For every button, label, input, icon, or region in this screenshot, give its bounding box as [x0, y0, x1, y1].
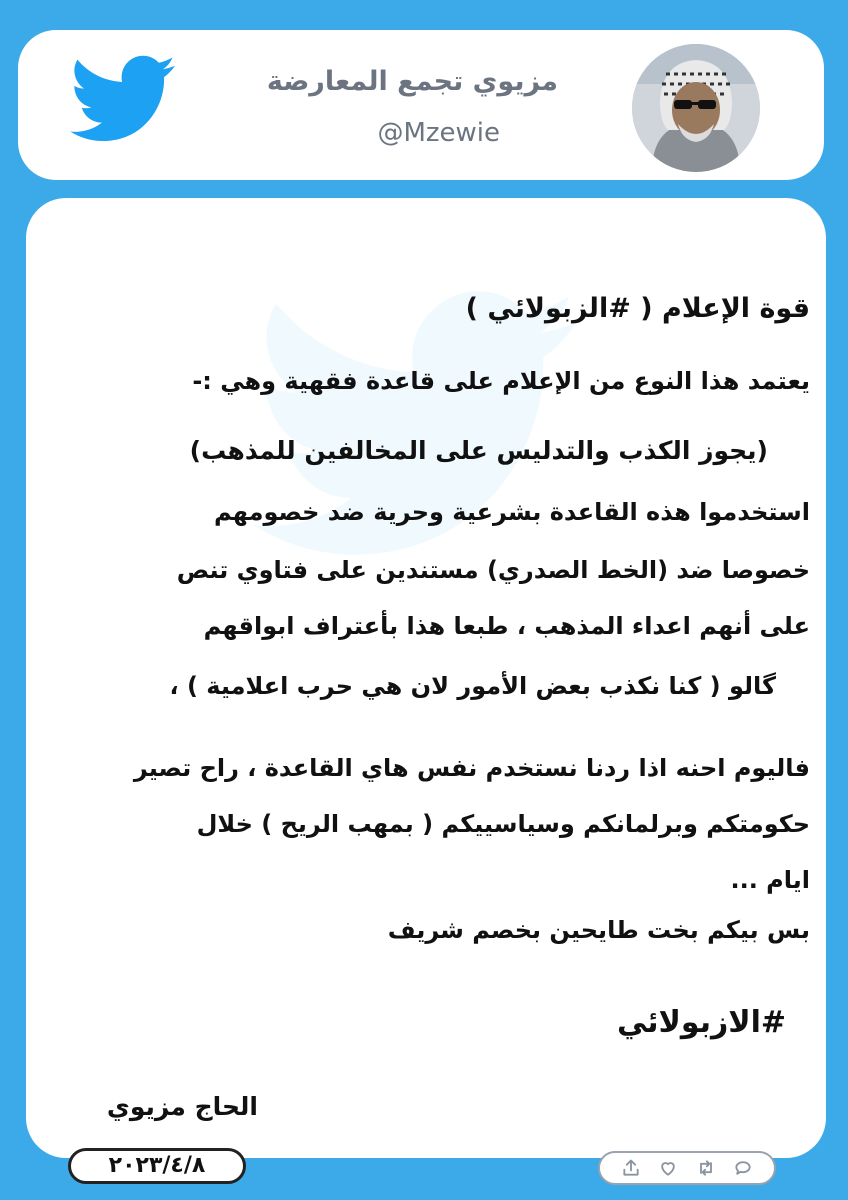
twitter-bird-icon — [70, 55, 175, 143]
avatar[interactable] — [632, 44, 760, 172]
tweet-actions — [598, 1151, 776, 1185]
tweet-date: ٢٠٢٣/٤/٨ — [68, 1148, 246, 1184]
tweet-line: بس بيكم بخت طايحين بخصم شريف — [387, 916, 810, 944]
tweet-line: على أنهم اعداء المذهب ، طبعا هذا بأعتراف ابواقهم — [203, 612, 810, 640]
tweet-line: گالو ( كنا نكذب بعض الأمور لان هي حرب اعلامية ) ، — [169, 672, 776, 700]
tweet-line: ايام ... — [730, 866, 810, 894]
tweet-line: حكومتكم وبرلمانكم وسياسييكم ( بمهب الريح ) خلال — [196, 810, 810, 838]
reply-icon[interactable] — [733, 1158, 753, 1178]
tweet-line: استخدموا هذه القاعدة بشرعية وحرية ضد خصومهم — [213, 498, 810, 526]
tweet-line: (يجوز الكذب والتدليس على المخالفين للمذهب) — [189, 436, 768, 465]
retweet-icon[interactable] — [696, 1158, 716, 1178]
hashtag[interactable]: #الازبولائي — [616, 1005, 786, 1040]
tweet-line: خصوصا ضد (الخط الصدري) مستندين على فتاوي تنص — [176, 556, 810, 584]
like-icon[interactable] — [658, 1158, 678, 1178]
user-handle[interactable]: @Mzewie — [377, 118, 500, 148]
tweet-line: يعتمد هذا النوع من الإعلام على قاعدة فقهية وهي :- — [192, 367, 810, 395]
display-name[interactable]: مزيوي تجمع المعارضة — [266, 66, 558, 97]
tweet-title: قوة الإعلام ( #الزبولائي ) — [465, 293, 810, 324]
signature: الحاج مزيوي — [106, 1092, 258, 1121]
share-icon[interactable] — [621, 1158, 641, 1178]
tweet-line: فاليوم احنه اذا ردنا نستخدم نفس هاي القاعدة ، راح تصير — [133, 754, 810, 782]
